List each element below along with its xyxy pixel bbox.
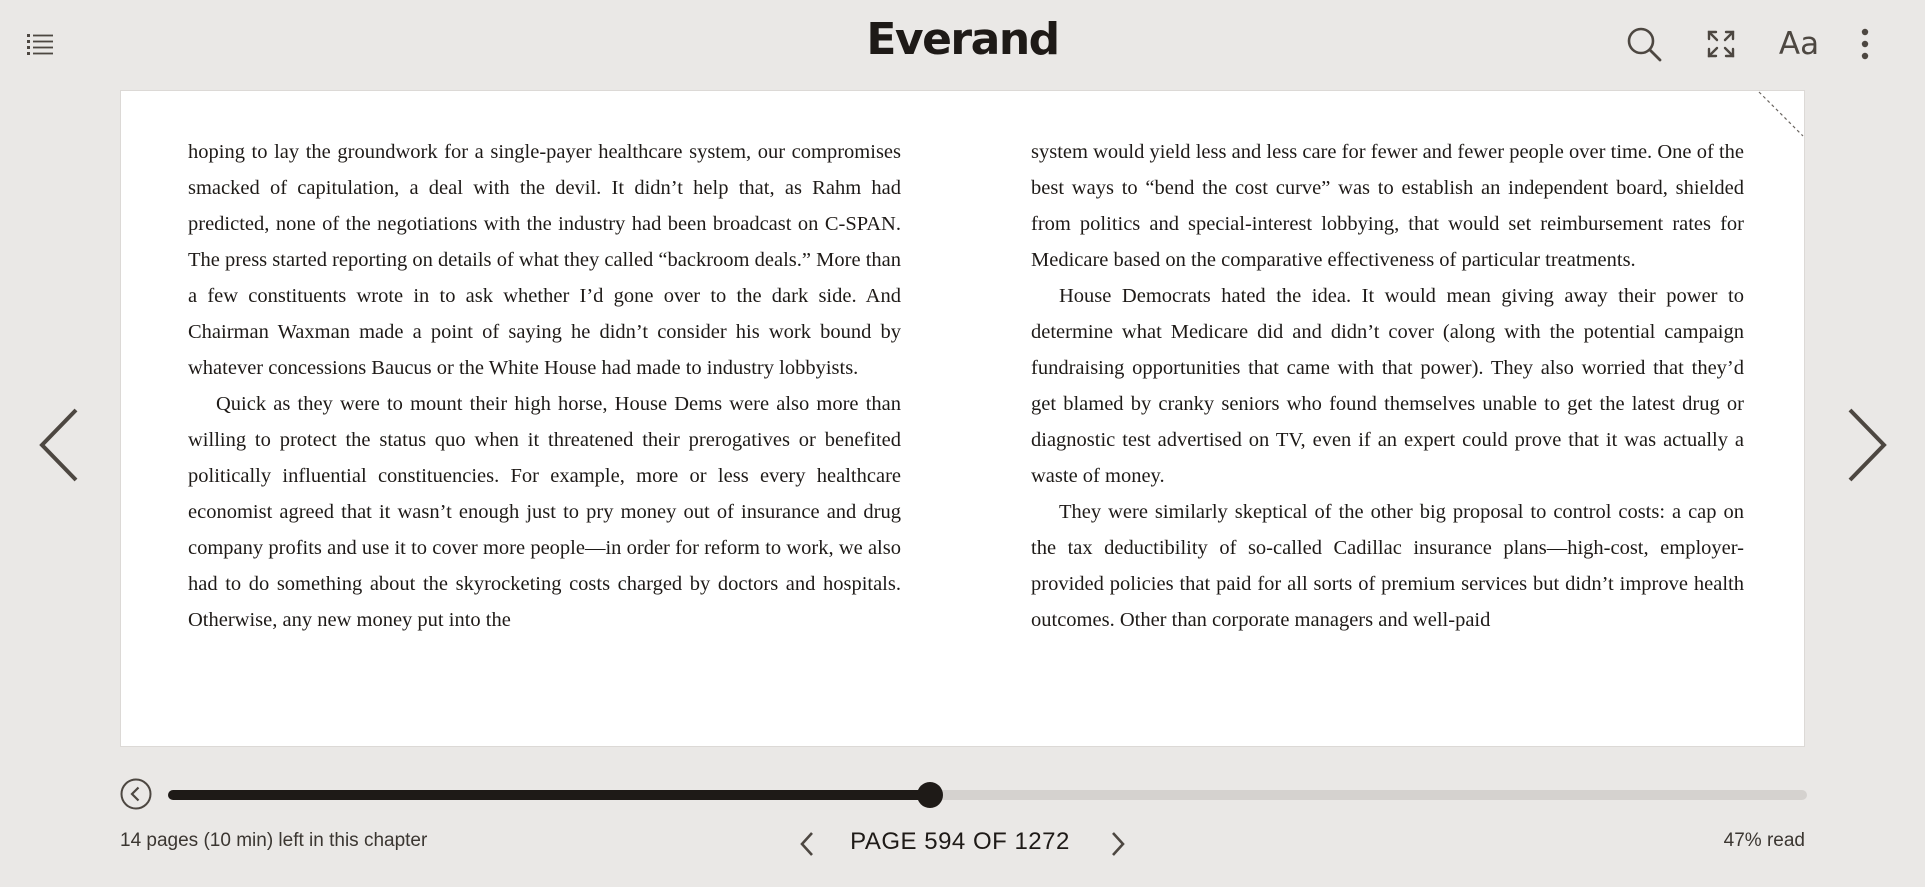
- next-page-button[interactable]: [1840, 400, 1890, 490]
- bookmark-corner[interactable]: [1758, 91, 1804, 137]
- left-page-column: [188, 134, 901, 638]
- fullscreen-button[interactable]: [1699, 22, 1743, 66]
- percent-read: 47% read: [1723, 830, 1805, 851]
- paragraph: Quick as they were to mount their high horse, House Dems were also more than willing to protect the status quo when it threatened their prerogatives or benefited politically influential constituencies. For example, more or less every healthcare economist agreed that it wasn’t enough just to pry money out of insurance and drug company profits and use it to cover more people—in order for reform to work, we also had to do something about the skyrocketing costs charged by doctors and hospitals. Otherwise, any new money put into the: [188, 393, 901, 631]
- previous-page-button[interactable]: [36, 400, 86, 490]
- chevron-right-icon: [1840, 400, 1890, 490]
- chevron-right-icon: [1106, 829, 1130, 859]
- more-options-button[interactable]: [1843, 22, 1887, 66]
- chapter-remaining: 14 pages (10 min) left in this chapter: [120, 830, 428, 851]
- more-vertical-icon: [1859, 27, 1871, 61]
- reading-progress-slider[interactable]: [168, 790, 1807, 800]
- progress-handle[interactable]: [917, 782, 943, 808]
- book-page-spread: [120, 90, 1805, 747]
- search-button[interactable]: [1622, 22, 1666, 66]
- right-page-column: [1031, 134, 1744, 638]
- paragraph: system would yield less and less care for fewer and fewer people over time. One of the best ways to “bend the cost curve” was to establish an independent board, shielded from politics and special-interest lobbying, that would set reimbursement rates for Medicare based on the comparative effectiveness of particular treatments.: [1031, 141, 1744, 271]
- top-bar: [0, 0, 1925, 90]
- brand-logo: Everand: [866, 14, 1059, 65]
- paragraph: They were similarly skeptical of the other big proposal to control costs: a cap on the tax deductibility of so-called Cadillac insurance plans—high-cost, employer-provided policies that paid for all sorts of premium services but didn’t improve health outcomes. Other than corporate managers and well-paid: [1031, 501, 1744, 631]
- page-navigation: [790, 825, 1130, 861]
- paragraph: hoping to lay the groundwork for a single-payer healthcare system, our compromises smacked of capitulation, a deal with the devil. It didn’t help that, as Rahm had predicted, none of the negotiations with the industry had been broadcast on C-SPAN. The press started reporting on details of what they called “backroom deals.” More than a few constituents wrote in to ask whether I’d gone over to the dark side. And Chairman Waxman made a point of saying he didn’t consider his work bound by whatever concessions Baucus or the White House had made to industry lobbyists.: [188, 141, 901, 379]
- font-settings-icon: Aa: [1778, 26, 1820, 62]
- page-next-button[interactable]: [1106, 829, 1130, 859]
- search-icon: [1625, 25, 1663, 63]
- chevron-left-icon: [36, 400, 86, 490]
- paragraph: House Democrats hated the idea. It would mean giving away their power to determine what Medicare did and didn’t cover (along with the potential campaign fundraising opportunities that came with that power). They also worried that they’d get blamed by cranky seniors who found themselves unable to get the latest drug or diagnostic test advertised on TV, even if an expert could prove that it was actually a waste of money.: [1031, 285, 1744, 487]
- font-settings-button[interactable]: [1777, 22, 1821, 66]
- back-circle-icon: [120, 778, 152, 810]
- progress-fill: [168, 790, 930, 800]
- page-indicator: PAGE 594 OF 1272: [850, 828, 1070, 855]
- fullscreen-icon: [1707, 30, 1735, 58]
- return-button[interactable]: [120, 778, 152, 810]
